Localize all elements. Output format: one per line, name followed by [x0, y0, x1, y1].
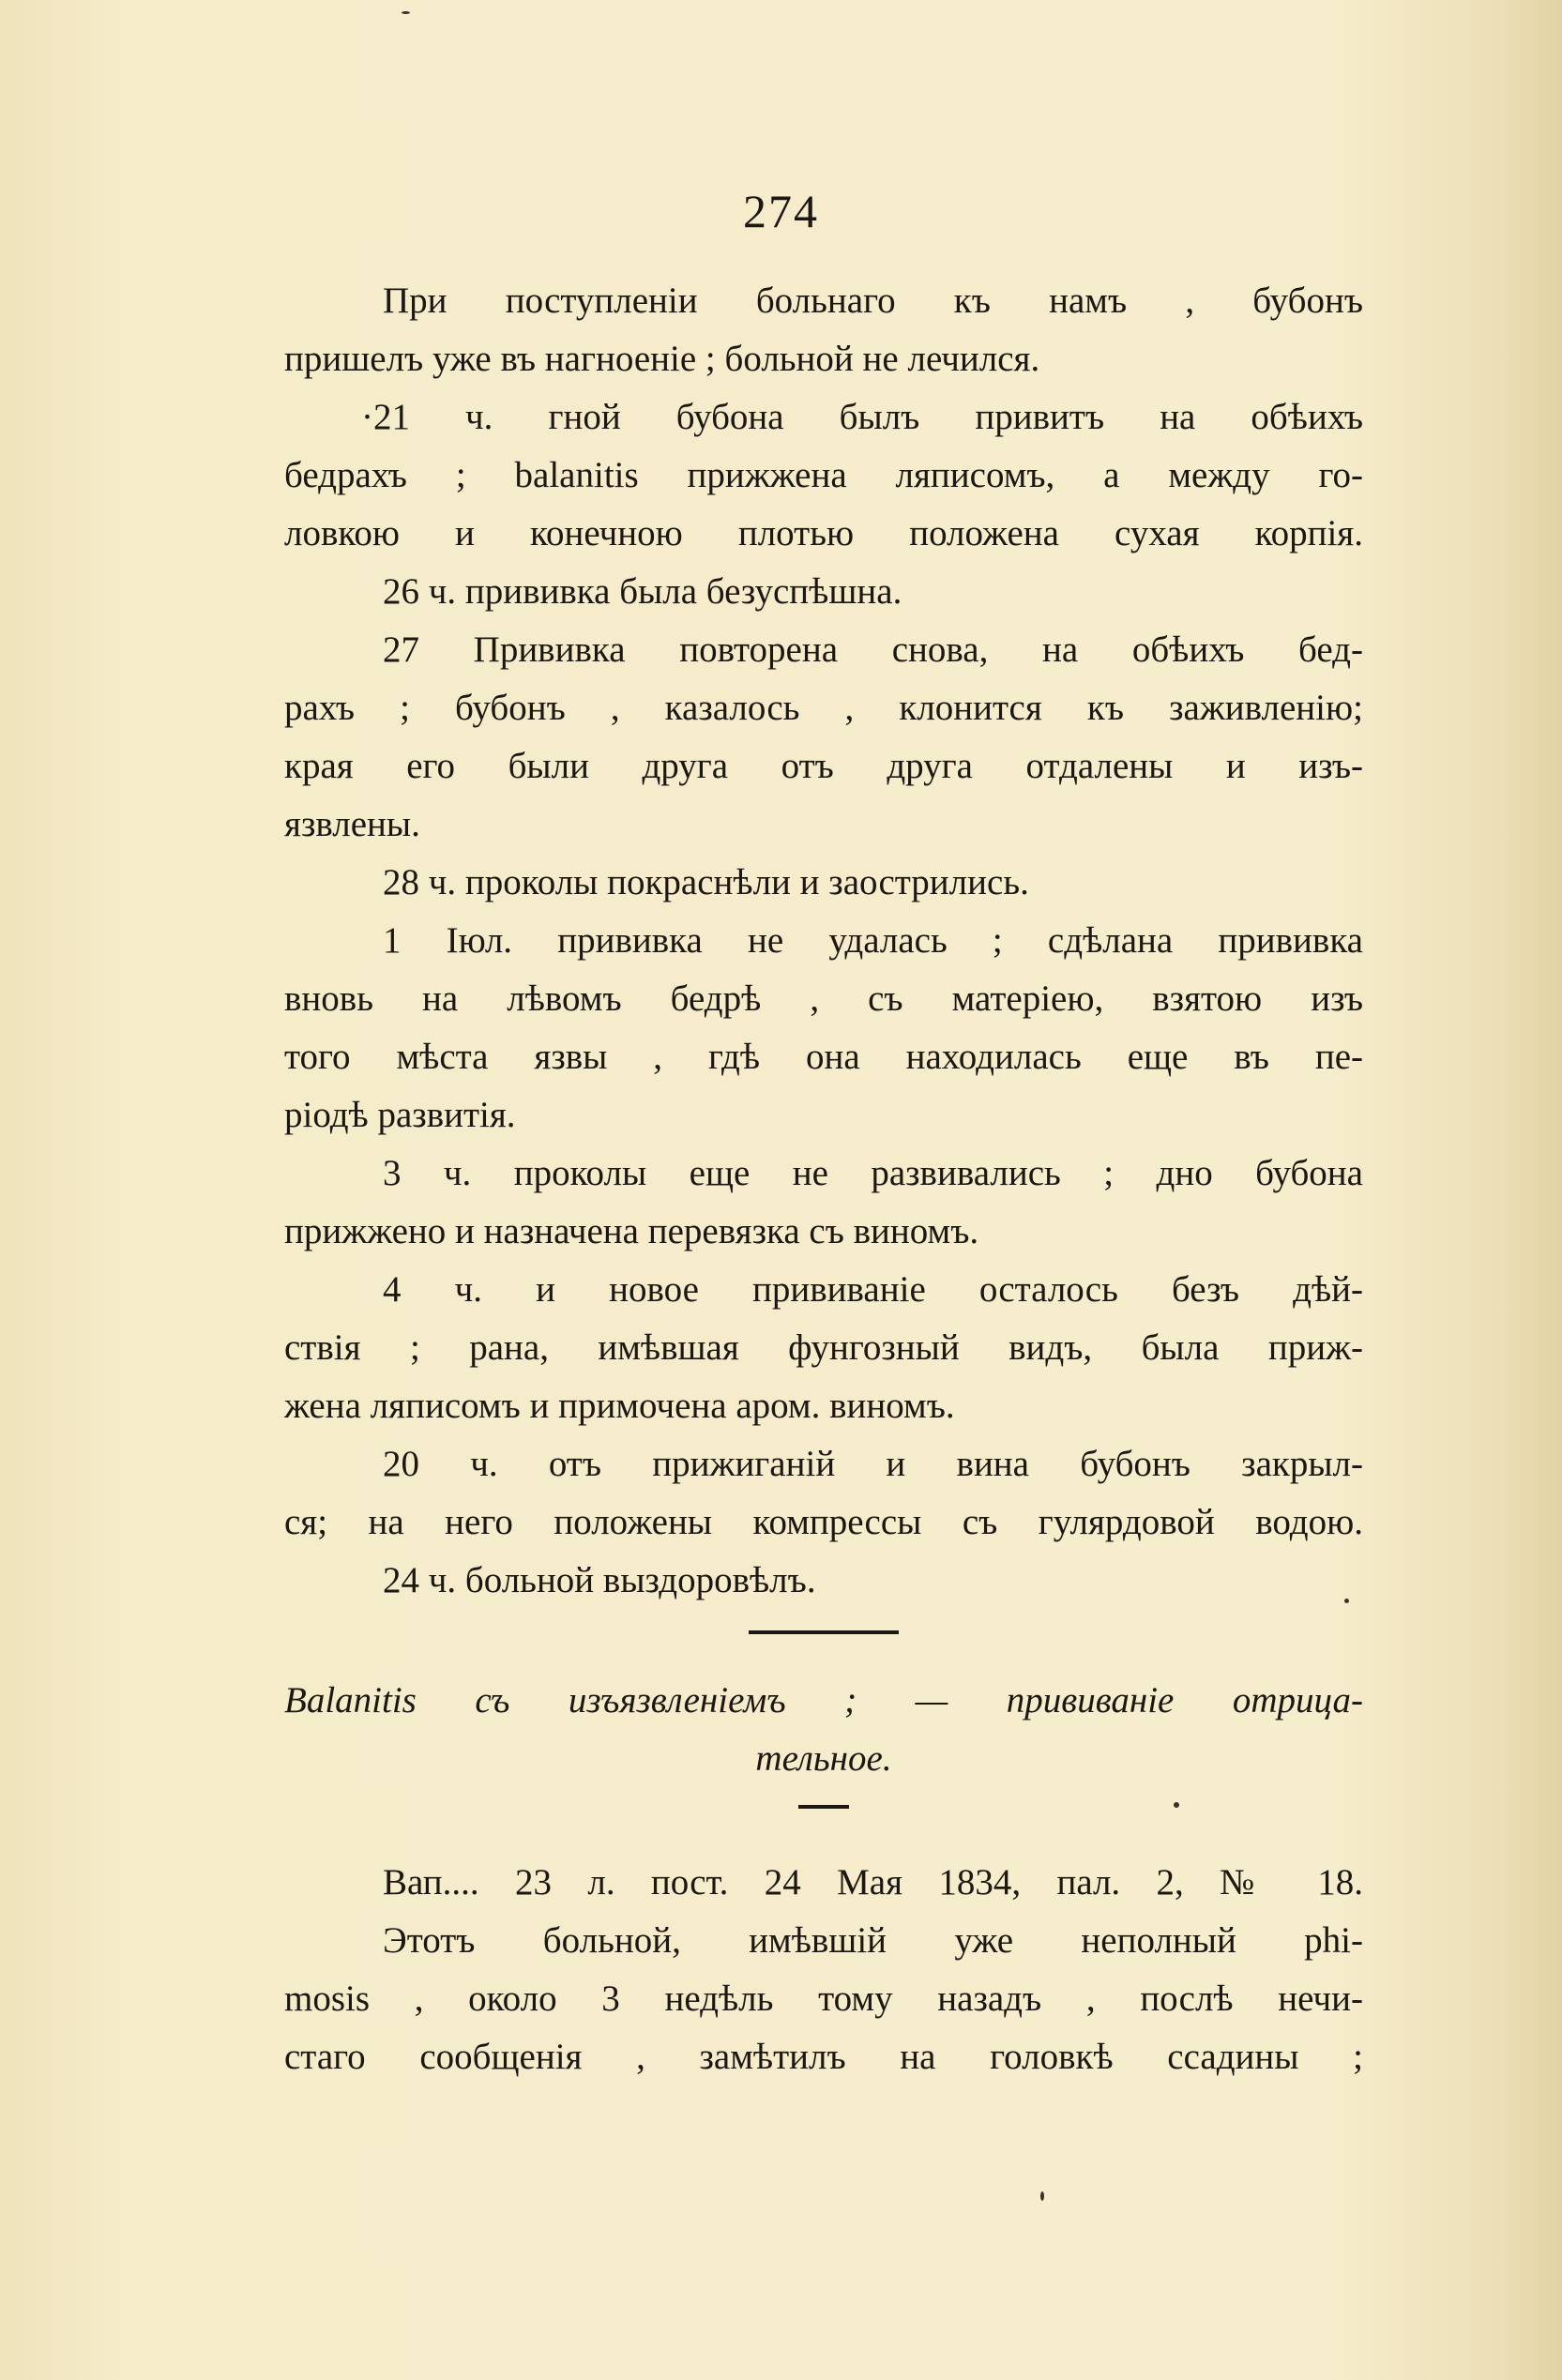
text-line: ріодѣ развитія. — [284, 1095, 516, 1135]
text-line: При поступленіи больнаго къ намъ , бубонъ — [383, 280, 1363, 321]
section-heading-line: Balanitis съ изъязвленіемъ ; — прививаніе отрица- — [284, 1680, 1363, 1721]
text-line: бедрахъ ; balanitis прижжена ляписомъ, а между го- — [284, 455, 1363, 495]
text-line: стаго сообщенія , замѣтилъ на головкѣ ссадины ; — [284, 2037, 1363, 2077]
case-header: Вап.... 23 л. пост. 24 Мая 1834, пал. 2, № 18. — [383, 1862, 1363, 1902]
text-line: mosis , около 3 недѣль тому назадъ , послѣ нечи- — [284, 1978, 1363, 2019]
text-line: 20 ч. отъ прижиганій и вина бубонъ закрыл- — [383, 1444, 1363, 1484]
text-line: язвлены. — [284, 804, 420, 844]
text-line: ловкою и конечною плотью положена сухая корпія. — [284, 513, 1363, 553]
text-line: края его были друга отъ друга отдалены и изъ- — [284, 746, 1363, 786]
body-text — [284, 272, 1363, 2086]
ink-speck — [402, 11, 410, 14]
text-line: Этотъ больной, имѣвшій уже неполный phi- — [383, 1920, 1363, 1961]
text-line: 3 ч. проколы еще не развивались ; дно бубона — [383, 1153, 1363, 1193]
text-line: ·21 ч. гной бубона былъ привитъ на обѣихъ — [361, 397, 1363, 437]
text-line: прижжено и назначена перевязка съ виномъ. — [284, 1211, 979, 1251]
text-line: пришелъ уже въ нагноеніе ; больной не лечился. — [284, 339, 1040, 379]
text-line: жена ляписомъ и примочена аром. виномъ. — [284, 1386, 955, 1426]
ink-speck — [1344, 1599, 1349, 1603]
text-line: 28 ч. проколы покраснѣли и заострились. — [383, 862, 1029, 902]
text-line: 26 ч. прививка была безуспѣшна. — [383, 571, 902, 612]
text-line: 1 Іюл. прививка не удалась ; сдѣлана прививка — [383, 920, 1363, 961]
text-line: вновь на лѣвомъ бедрѣ , съ матеріею, взятою изъ — [284, 978, 1363, 1019]
text-line: ся; на него положены компрессы съ гулярдовой водою. — [284, 1502, 1363, 1542]
text-line: 24 ч. больной выздоровѣлъ. — [383, 1560, 816, 1600]
ink-speck — [1040, 2191, 1044, 2201]
page-number: 274 — [743, 185, 819, 237]
ink-speck — [1174, 1802, 1179, 1808]
spacer — [284, 1809, 1363, 1854]
text-line: 4 ч. и новое прививаніе осталось безъ дѣй- — [383, 1269, 1363, 1310]
section-heading-line: тельное. — [755, 1738, 892, 1779]
text-line: ствія ; рана, имѣвшая фунгозный видъ, была приж- — [284, 1327, 1363, 1368]
text-line: того мѣста язвы , гдѣ она находилась еще въ пе- — [284, 1037, 1363, 1077]
text-line: рахъ ; бубонъ , казалось , клонится къ заживленію; — [284, 688, 1363, 728]
text-line: 27 Прививка повторена снова, на обѣихъ бед- — [383, 629, 1363, 670]
spacer — [284, 1634, 1363, 1672]
